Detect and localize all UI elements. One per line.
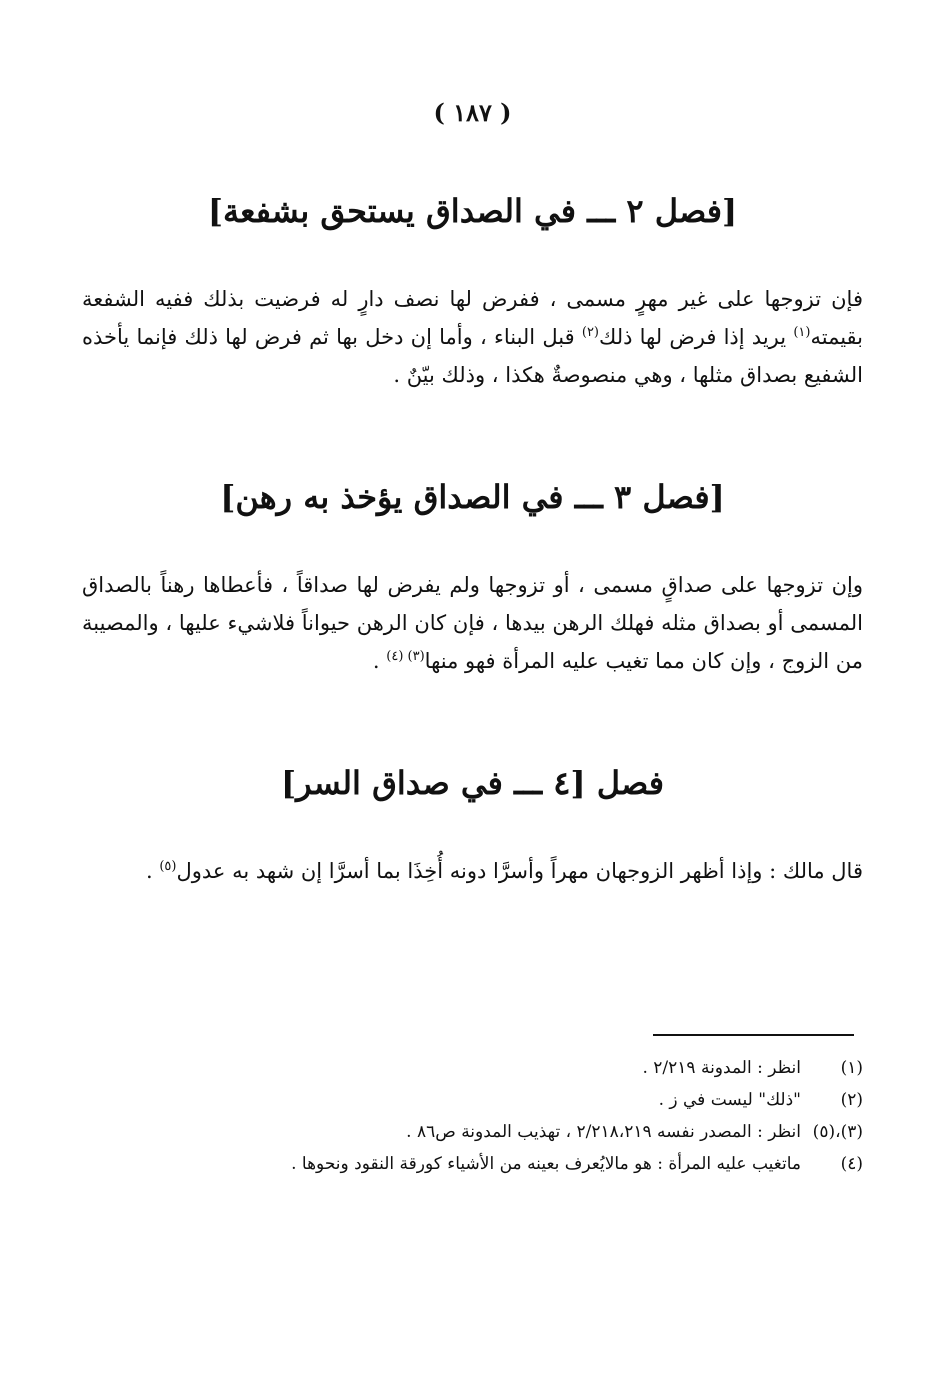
- section-sirr: [82, 758, 863, 890]
- section-paragraph: [82, 566, 863, 680]
- paragraph-text: .: [145, 859, 160, 883]
- footnote-text: ماتغيب عليه المرأة : هو مالايُعرف بعينه من الأشياء كورقة النقود ونحوها .: [291, 1154, 801, 1174]
- footnote-number: (١): [840, 1058, 863, 1078]
- footnote-ref: (٢): [581, 325, 599, 340]
- footnote-text: "ذلك" ليست في ز .: [658, 1090, 801, 1110]
- section-heading: [فصل ٢ ـــ في الصداق يستحق بشفعة]: [207, 192, 738, 230]
- paragraph-text: فإن تزوجها على غير مهرٍ مسمى ، ففرض لها نصف دارٍ له فرضيت بذلك ففيه الشفعة بقيمته: [82, 287, 864, 349]
- paragraph-text: يريد إذا فرض لها ذلك: [599, 325, 794, 349]
- section-paragraph: [82, 280, 863, 394]
- section-heading: فصل [٤ ـــ في صداق السر]: [280, 764, 665, 802]
- footnote-number: (٣)،(٥): [812, 1122, 863, 1142]
- footnote-text: انظر : المدونة ٢/٢١٩ .: [642, 1058, 801, 1078]
- footnote-ref: (٥): [159, 859, 177, 874]
- footnote-number: (٤): [840, 1154, 863, 1174]
- section-paragraph: [82, 852, 863, 890]
- section-rahn: [82, 472, 863, 680]
- footnote: [82, 1052, 863, 1084]
- section-shufa: [82, 186, 863, 394]
- paragraph-text: قبل البناء ، وأما إن دخل بها ثم فرض لها ذلك فإنما يأخذه الشفيع بصداق مثلها ، وهي منصوصةٌ هكذا ، وذلك بيّنٌ .: [82, 325, 863, 387]
- paragraph-text: .: [372, 649, 387, 673]
- footnote: [82, 1148, 863, 1180]
- section-heading: [فصل ٣ ـــ في الصداق يؤخذ به رهن]: [220, 478, 725, 516]
- footnote-ref: (١): [793, 325, 811, 340]
- footnote: [82, 1084, 863, 1116]
- footnote-text: انظر : المصدر نفسه ٢/٢١٨،٢١٩ ، تهذيب المدونة ص٨٦ .: [406, 1122, 801, 1142]
- paragraph-text: وإن تزوجها على صداقٍ مسمى ، أو تزوجها ولم يفرض لها صداقاً ، فأعطاها رهناً بالصداق المسمى أو بصداق مثله فهلك الرهن بيدها ، فإن كان الرهن حيواناً فلاشيء عليها ، والمصيبة من الزوج ، وإن كان مما تغيب عليه المرأة فهو منها: [82, 573, 863, 673]
- page-number: ( ١٨٧ ): [433, 98, 512, 127]
- footnotes: [82, 1052, 863, 1180]
- footnote-number: (٢): [840, 1090, 863, 1110]
- footnote-ref: (٣) (٤): [386, 649, 425, 664]
- paragraph-text: قال مالك : وإذا أظهر الزوجهان مهراً وأسرَّا دونه أُخِذَا بما أسرَّا إن شهد به عدول: [176, 859, 863, 883]
- footnote: [82, 1116, 863, 1148]
- footnote-divider: [653, 1034, 854, 1036]
